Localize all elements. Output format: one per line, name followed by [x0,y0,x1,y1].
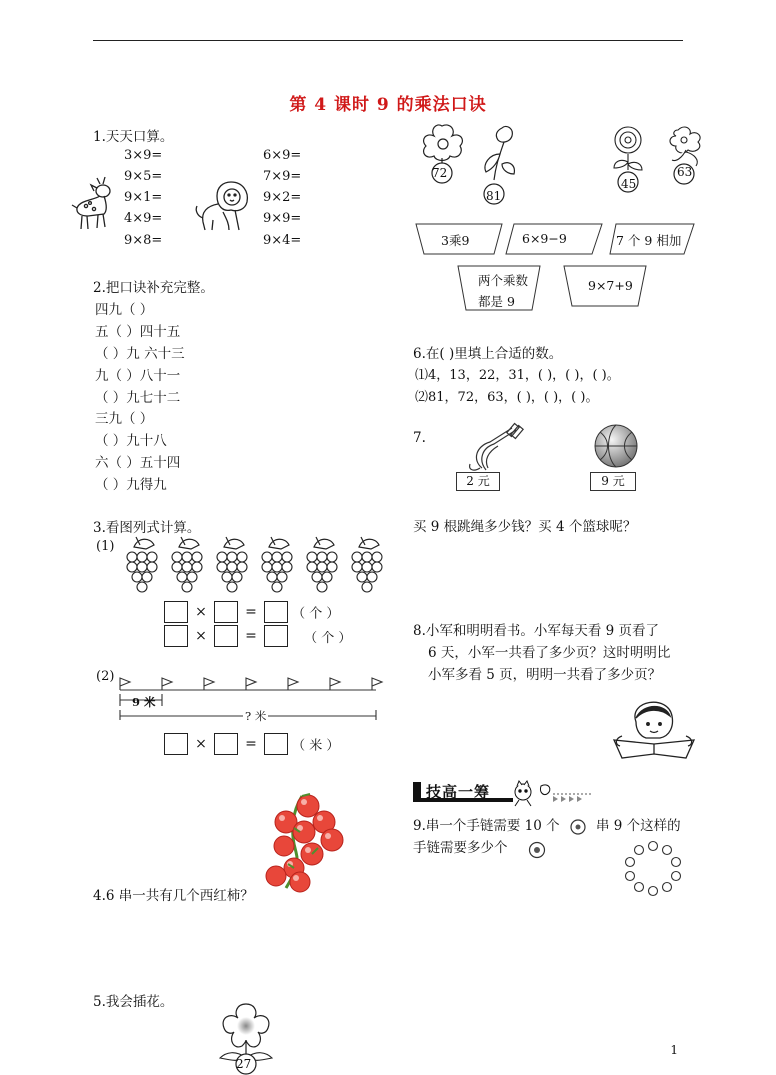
flower-label-4: 63 [677,165,693,179]
banner-text: 技高一筹 [426,783,491,801]
grape-bunch-icon [127,537,157,592]
grape-bunch-icon [352,537,382,592]
grapes-row [120,535,390,605]
grape-bunch-icon [262,537,292,592]
q7-question: 买 9 根跳绳多少钱？买 4 个篮球呢？ [413,519,637,535]
answer-box[interactable] [214,601,238,623]
segment-label: 9 米 [132,695,156,709]
q7-label: 7. [413,430,426,446]
equals-sign: = [245,604,257,620]
q3-part1-label: (1) [96,539,115,554]
answer-box[interactable] [214,733,238,755]
equals-sign: = [245,628,257,644]
q8-line-3: 小军多看 5 页，明明一共看了多少页？ [428,667,662,683]
grape-bunch-icon [217,537,247,592]
q1-right-1: 6×9= [263,148,302,163]
jump-rope-icon [462,424,526,476]
q1-right-4: 9×9= [263,211,302,226]
lion-icon [193,178,251,234]
answer-box[interactable] [164,601,188,623]
q2-line-9: （ ）九得九 [95,477,167,493]
q2-line-2: 五（ ）四十五 [95,324,181,340]
q6-heading: 6.在( )里填上合适的数。 [413,346,563,362]
total-label: ? 米 [245,709,267,723]
answer-box[interactable] [164,625,188,647]
price-tag-rope: 2 元 [456,472,500,491]
q3-heading: 3.看图列式计算。 [93,520,201,536]
card-4-label-line2: 都是 9 [478,294,515,309]
bracelet-icon [624,840,682,896]
card-5-label: 9×7+9 [588,278,633,293]
answer-box[interactable] [214,625,238,647]
unit-label: （ 个 ） [304,630,352,646]
q3-equation-1b [164,625,351,647]
q2-line-3: （ ）九 六十三 [95,346,185,362]
page-number: 1 [670,1043,678,1057]
q1-heading: 1.天天口算。 [93,129,174,145]
answer-box[interactable] [264,601,288,623]
header-rule [93,40,683,41]
q1-left-3: 9×1= [124,190,163,205]
q6-line-2: ⑵81，72，63，( )，( )，( )。 [415,390,599,405]
q2-heading: 2.把口诀补充完整。 [93,280,214,296]
deer-icon [70,176,122,234]
card-3-label: 7 个 9 相加 [616,233,682,248]
card-4-label-line1: 两个乘数 [478,273,529,288]
card-1-label: 3乘9 [441,233,470,248]
q8-line-1: 8.小军和明明看书。小军每天看 9 页看了 [413,623,660,639]
q2-line-5: （ ）九七十二 [95,390,181,406]
page-title: 第 4 课时 9 的乘法口诀 [289,95,487,115]
q1-left-4: 4×9= [124,211,163,226]
basketball-icon [594,424,640,470]
q2-line-6: 三九（ ） [95,411,154,427]
equals-sign: = [245,736,257,752]
q8-line-2: 6 天，小军一共看了多少页？这时明明比 [428,645,671,661]
q9-line-1b: 串 9 个这样的 [596,818,681,834]
flower-label-3: 45 [621,177,637,191]
answer-box[interactable] [264,733,288,755]
times-sign: × [195,736,207,752]
times-sign: × [195,604,207,620]
q1-right-5: 9×4= [263,233,302,248]
unit-label: （ 米 ） [292,738,340,754]
q3-part2-label: (2) [96,669,115,684]
times-sign: × [195,628,207,644]
q1-left-5: 9×8= [124,233,163,248]
flower-label-1: 72 [432,166,448,180]
q9-line-2: 手链需要多少个 [413,840,508,856]
q5-heading: 5.我会插花。 [93,994,174,1010]
q4-text: 4.6 串一共有几个西红柿？ [93,888,254,904]
flower-number: 27 [236,1057,252,1071]
answer-box[interactable] [164,733,188,755]
grape-bunch-icon [172,537,202,592]
q3-equation-1a [164,601,339,623]
q9-line-1: 9.串一个手链需要 10 个 [413,818,560,834]
q1-left-1: 3×9= [124,148,163,163]
grape-bunch-icon [307,537,337,592]
q2-line-4: 九（ ）八十一 [95,368,181,384]
q1-right-2: 7×9= [263,169,302,184]
q3-equation-2 [164,733,339,755]
boy-reading-icon [610,696,698,762]
q2-line-8: 六（ ）五十四 [95,455,181,471]
q6-line-1: ⑴4，13，22，31，( )，( )，( )。 [415,368,620,383]
q2-line-1: 四九（ ） [95,302,154,318]
price-tag-ball: 9 元 [590,472,636,491]
unit-label: （ 个 ） [292,606,340,622]
q2-line-7: （ ）九十八 [95,433,167,449]
answer-box[interactable] [264,625,288,647]
tomato-cluster-icon [262,792,352,896]
q1-right-3: 9×2= [263,190,302,205]
bead-icon [570,819,586,835]
card-2-label: 6×9−9 [522,231,567,246]
bead-icon [528,841,546,859]
flower-label-2: 81 [486,189,502,203]
q1-left-2: 9×5= [124,169,163,184]
